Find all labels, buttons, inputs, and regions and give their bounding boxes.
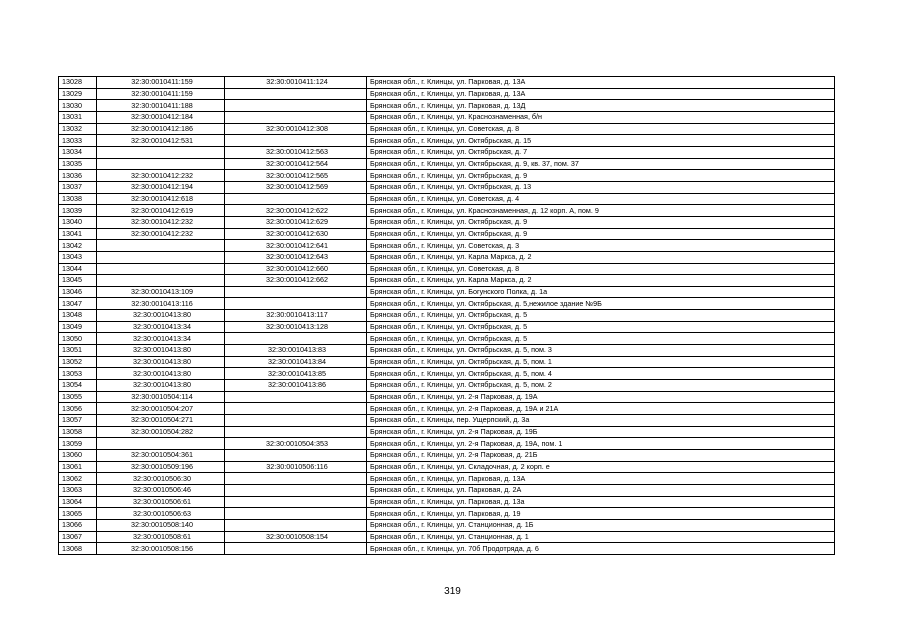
record-number-cell: 13059	[59, 438, 97, 450]
address-cell: Брянская обл., г. Клинцы, ул. Парковая, д. 13А	[367, 77, 835, 89]
cadastral-number-cell: 32:30:0010413:116	[97, 298, 225, 310]
table-row	[59, 100, 835, 112]
cadastral-number-cell: 32:30:0010412:618	[97, 193, 225, 205]
address-cell: Брянская обл., г. Клинцы, ул. Парковая, д. 13А	[367, 473, 835, 485]
related-cadastral-number-cell	[225, 100, 367, 112]
address-cell: Брянская обл., г. Клинцы, ул. Советская, д. 4	[367, 193, 835, 205]
record-number-cell: 13048	[59, 310, 97, 322]
related-cadastral-number-cell	[225, 519, 367, 531]
address-cell: Брянская обл., г. Клинцы, ул. Парковая, д. 2А	[367, 484, 835, 496]
cadastral-number-cell: 32:30:0010412:232	[97, 170, 225, 182]
related-cadastral-number-cell	[225, 508, 367, 520]
record-number-cell: 13054	[59, 380, 97, 392]
record-number-cell: 13053	[59, 368, 97, 380]
record-number-cell: 13036	[59, 170, 97, 182]
related-cadastral-number-cell: 32:30:0010413:85	[225, 368, 367, 380]
table-row	[59, 275, 835, 287]
address-cell: Брянская обл., г. Клинцы, ул. Парковая, д. 19	[367, 508, 835, 520]
record-number-cell: 13033	[59, 135, 97, 147]
cadastral-number-cell: 32:30:0010411:159	[97, 77, 225, 89]
related-cadastral-number-cell	[225, 333, 367, 345]
cadastral-number-cell: 32:30:0010411:188	[97, 100, 225, 112]
related-cadastral-number-cell: 32:30:0010413:84	[225, 356, 367, 368]
table-row	[59, 240, 835, 252]
cadastral-number-cell: 32:30:0010413:80	[97, 310, 225, 322]
table-row	[59, 193, 835, 205]
table-row	[59, 216, 835, 228]
record-number-cell: 13049	[59, 321, 97, 333]
cadastral-number-cell: 32:30:0010412:531	[97, 135, 225, 147]
related-cadastral-number-cell	[225, 473, 367, 485]
table-row	[59, 77, 835, 89]
table-row	[59, 450, 835, 462]
table-row	[59, 391, 835, 403]
cadastral-number-cell: 32:30:0010413:34	[97, 321, 225, 333]
cadastral-number-cell: 32:30:0010506:30	[97, 473, 225, 485]
cadastral-number-cell: 32:30:0010413:80	[97, 380, 225, 392]
record-number-cell: 13031	[59, 111, 97, 123]
record-number-cell: 13040	[59, 216, 97, 228]
record-number-cell: 13060	[59, 450, 97, 462]
cadastral-number-cell: 32:30:0010412:619	[97, 205, 225, 217]
address-cell: Брянская обл., г. Клинцы, ул. 2-я Парковая, д. 19А	[367, 391, 835, 403]
related-cadastral-number-cell	[225, 415, 367, 427]
address-cell: Брянская обл., г. Клинцы, ул. Октябрьская, д. 5, пом. 3	[367, 345, 835, 357]
related-cadastral-number-cell: 32:30:0010412:662	[225, 275, 367, 287]
page-number: 319	[444, 586, 461, 597]
table-row	[59, 508, 835, 520]
table-row	[59, 263, 835, 275]
table-row	[59, 519, 835, 531]
address-cell: Брянская обл., г. Клинцы, ул. Октябрьская, д. 5, пом. 2	[367, 380, 835, 392]
related-cadastral-number-cell: 32:30:0010508:154	[225, 531, 367, 543]
cadastral-number-cell: 32:30:0010413:109	[97, 286, 225, 298]
address-cell: Брянская обл., г. Клинцы, ул. 70б Продотряда, д. 6	[367, 543, 835, 555]
cadastral-number-cell: 32:30:0010412:232	[97, 216, 225, 228]
related-cadastral-number-cell: 32:30:0010412:629	[225, 216, 367, 228]
cadastral-number-cell: 32:30:0010508:140	[97, 519, 225, 531]
record-number-cell: 13044	[59, 263, 97, 275]
related-cadastral-number-cell: 32:30:0010412:564	[225, 158, 367, 170]
record-number-cell: 13057	[59, 415, 97, 427]
related-cadastral-number-cell: 32:30:0010412:630	[225, 228, 367, 240]
table-row	[59, 146, 835, 158]
address-cell: Брянская обл., г. Клинцы, ул. Станционная, д. 1Б	[367, 519, 835, 531]
related-cadastral-number-cell: 32:30:0010413:128	[225, 321, 367, 333]
record-number-cell: 13058	[59, 426, 97, 438]
related-cadastral-number-cell	[225, 496, 367, 508]
cadastral-number-cell: 32:30:0010506:61	[97, 496, 225, 508]
record-number-cell: 13064	[59, 496, 97, 508]
table-row	[59, 286, 835, 298]
related-cadastral-number-cell: 32:30:0010413:86	[225, 380, 367, 392]
record-number-cell: 13041	[59, 228, 97, 240]
address-cell: Брянская обл., г. Клинцы, ул. Октябрьская, д. 5	[367, 321, 835, 333]
address-cell: Брянская обл., г. Клинцы, ул. Октябрьская, д. 5, пом. 4	[367, 368, 835, 380]
related-cadastral-number-cell: 32:30:0010412:563	[225, 146, 367, 158]
address-cell: Брянская обл., г. Клинцы, ул. Станционная, д. 1	[367, 531, 835, 543]
cadastral-number-cell: 32:30:0010508:61	[97, 531, 225, 543]
related-cadastral-number-cell	[225, 193, 367, 205]
table-row	[59, 111, 835, 123]
record-number-cell: 13034	[59, 146, 97, 158]
related-cadastral-number-cell: 32:30:0010412:569	[225, 181, 367, 193]
cadastral-number-cell	[97, 158, 225, 170]
related-cadastral-number-cell: 32:30:0010412:643	[225, 251, 367, 263]
record-number-cell: 13032	[59, 123, 97, 135]
cadastral-number-cell: 32:30:0010504:282	[97, 426, 225, 438]
record-number-cell: 13068	[59, 543, 97, 555]
address-cell: Брянская обл., г. Клинцы, ул. Октябрьская, д. 5	[367, 333, 835, 345]
related-cadastral-number-cell	[225, 135, 367, 147]
cadastral-number-cell: 32:30:0010413:80	[97, 356, 225, 368]
address-cell: Брянская обл., г. Клинцы, ул. Октябрьская, д. 9	[367, 170, 835, 182]
cadastral-number-cell: 32:30:0010509:196	[97, 461, 225, 473]
record-number-cell: 13050	[59, 333, 97, 345]
record-number-cell: 13035	[59, 158, 97, 170]
table-row	[59, 415, 835, 427]
related-cadastral-number-cell: 32:30:0010504:353	[225, 438, 367, 450]
table-row	[59, 403, 835, 415]
table-row	[59, 496, 835, 508]
related-cadastral-number-cell: 32:30:0010506:116	[225, 461, 367, 473]
address-cell: Брянская обл., г. Клинцы, ул. Краснознаменная, б/н	[367, 111, 835, 123]
property-registry-table	[58, 76, 835, 555]
cadastral-number-cell: 32:30:0010413:80	[97, 345, 225, 357]
cadastral-number-cell	[97, 275, 225, 287]
record-number-cell: 13046	[59, 286, 97, 298]
cadastral-number-cell: 32:30:0010504:361	[97, 450, 225, 462]
record-number-cell: 13055	[59, 391, 97, 403]
table-row	[59, 473, 835, 485]
record-number-cell: 13037	[59, 181, 97, 193]
related-cadastral-number-cell	[225, 484, 367, 496]
related-cadastral-number-cell	[225, 426, 367, 438]
record-number-cell: 13030	[59, 100, 97, 112]
address-cell: Брянская обл., г. Клинцы, ул. 2-я Парковая, д. 19А, пом. 1	[367, 438, 835, 450]
related-cadastral-number-cell: 32:30:0010412:308	[225, 123, 367, 135]
related-cadastral-number-cell	[225, 450, 367, 462]
address-cell: Брянская обл., г. Клинцы, ул. Октябрьская, д. 13	[367, 181, 835, 193]
related-cadastral-number-cell: 32:30:0010412:622	[225, 205, 367, 217]
table-row	[59, 251, 835, 263]
record-number-cell: 13065	[59, 508, 97, 520]
related-cadastral-number-cell	[225, 391, 367, 403]
record-number-cell: 13028	[59, 77, 97, 89]
address-cell: Брянская обл., г. Клинцы, ул. Октябрьская, д. 9	[367, 216, 835, 228]
address-cell: Брянская обл., г. Клинцы, ул. Богунского Полка, д. 1а	[367, 286, 835, 298]
table-row	[59, 181, 835, 193]
address-cell: Брянская обл., г. Клинцы, ул. Складочная, д. 2 корп. е	[367, 461, 835, 473]
record-number-cell: 13056	[59, 403, 97, 415]
related-cadastral-number-cell: 32:30:0010412:660	[225, 263, 367, 275]
record-number-cell: 13047	[59, 298, 97, 310]
cadastral-number-cell	[97, 438, 225, 450]
address-cell: Брянская обл., г. Клинцы, ул. Карла Маркса, д. 2	[367, 251, 835, 263]
address-cell: Брянская обл., г. Клинцы, ул. 2-я Парковая, д. 19А и 21А	[367, 403, 835, 415]
record-number-cell: 13029	[59, 88, 97, 100]
table-row	[59, 123, 835, 135]
table-row	[59, 321, 835, 333]
address-cell: Брянская обл., г. Клинцы, ул. Октябрьская, д. 5	[367, 310, 835, 322]
record-number-cell: 13039	[59, 205, 97, 217]
cadastral-number-cell: 32:30:0010412:194	[97, 181, 225, 193]
related-cadastral-number-cell	[225, 286, 367, 298]
registry-table-body	[59, 77, 835, 555]
address-cell: Брянская обл., г. Клинцы, ул. Октябрьская, д. 9, кв. 37, пом. 37	[367, 158, 835, 170]
address-cell: Брянская обл., г. Клинцы, ул. Октябрьская, д. 7	[367, 146, 835, 158]
related-cadastral-number-cell	[225, 543, 367, 555]
related-cadastral-number-cell	[225, 298, 367, 310]
address-cell: Брянская обл., г. Клинцы, ул. Карла Маркса, д. 2	[367, 275, 835, 287]
record-number-cell: 13063	[59, 484, 97, 496]
related-cadastral-number-cell: 32:30:0010412:641	[225, 240, 367, 252]
table-row	[59, 356, 835, 368]
cadastral-number-cell	[97, 251, 225, 263]
related-cadastral-number-cell	[225, 403, 367, 415]
cadastral-number-cell: 32:30:0010412:232	[97, 228, 225, 240]
address-cell: Брянская обл., г. Клинцы, ул. Октябрьская, д. 5, пом. 1	[367, 356, 835, 368]
cadastral-number-cell: 32:30:0010506:63	[97, 508, 225, 520]
cadastral-number-cell	[97, 240, 225, 252]
cadastral-number-cell	[97, 263, 225, 275]
record-number-cell: 13042	[59, 240, 97, 252]
table-row	[59, 484, 835, 496]
table-row	[59, 438, 835, 450]
related-cadastral-number-cell	[225, 111, 367, 123]
cadastral-number-cell: 32:30:0010413:80	[97, 368, 225, 380]
record-number-cell: 13052	[59, 356, 97, 368]
cadastral-number-cell	[97, 146, 225, 158]
table-row	[59, 310, 835, 322]
table-row	[59, 135, 835, 147]
table-row	[59, 345, 835, 357]
related-cadastral-number-cell: 32:30:0010413:83	[225, 345, 367, 357]
table-row	[59, 158, 835, 170]
related-cadastral-number-cell: 32:30:0010411:124	[225, 77, 367, 89]
address-cell: Брянская обл., г. Клинцы, ул. Парковая, д. 13А	[367, 88, 835, 100]
address-cell: Брянская обл., г. Клинцы, пер. Ущерпский, д. 3а	[367, 415, 835, 427]
cadastral-number-cell: 32:30:0010411:159	[97, 88, 225, 100]
record-number-cell: 13062	[59, 473, 97, 485]
cadastral-number-cell: 32:30:0010504:271	[97, 415, 225, 427]
record-number-cell: 13043	[59, 251, 97, 263]
related-cadastral-number-cell	[225, 88, 367, 100]
address-cell: Брянская обл., г. Клинцы, ул. Октябрьская, д. 5,нежилое здание №9Б	[367, 298, 835, 310]
cadastral-number-cell: 32:30:0010504:207	[97, 403, 225, 415]
table-row	[59, 170, 835, 182]
record-number-cell: 13067	[59, 531, 97, 543]
table-row	[59, 205, 835, 217]
cadastral-number-cell: 32:30:0010413:34	[97, 333, 225, 345]
address-cell: Брянская обл., г. Клинцы, ул. Советская, д. 8	[367, 263, 835, 275]
record-number-cell: 13061	[59, 461, 97, 473]
cadastral-number-cell: 32:30:0010412:184	[97, 111, 225, 123]
address-cell: Брянская обл., г. Клинцы, ул. Советская, д. 8	[367, 123, 835, 135]
table-row	[59, 380, 835, 392]
table-row	[59, 88, 835, 100]
address-cell: Брянская обл., г. Клинцы, ул. Парковая, д. 13а	[367, 496, 835, 508]
address-cell: Брянская обл., г. Клинцы, ул. Краснознаменная, д. 12 корп. А, пом. 9	[367, 205, 835, 217]
cadastral-number-cell: 32:30:0010412:186	[97, 123, 225, 135]
record-number-cell: 13051	[59, 345, 97, 357]
record-number-cell: 13066	[59, 519, 97, 531]
address-cell: Брянская обл., г. Клинцы, ул. 2-я Парковая, д. 21Б	[367, 450, 835, 462]
table-row	[59, 461, 835, 473]
table-row	[59, 228, 835, 240]
table-row	[59, 368, 835, 380]
related-cadastral-number-cell: 32:30:0010413:117	[225, 310, 367, 322]
table-row	[59, 298, 835, 310]
address-cell: Брянская обл., г. Клинцы, ул. Октябрьская, д. 9	[367, 228, 835, 240]
table-row	[59, 531, 835, 543]
address-cell: Брянская обл., г. Клинцы, ул. Парковая, д. 13Д	[367, 100, 835, 112]
related-cadastral-number-cell: 32:30:0010412:565	[225, 170, 367, 182]
address-cell: Брянская обл., г. Клинцы, ул. Октябрьская, д. 15	[367, 135, 835, 147]
table-row	[59, 426, 835, 438]
address-cell: Брянская обл., г. Клинцы, ул. Советская, д. 3	[367, 240, 835, 252]
address-cell: Брянская обл., г. Клинцы, ул. 2-я Парковая, д. 19Б	[367, 426, 835, 438]
record-number-cell: 13045	[59, 275, 97, 287]
record-number-cell: 13038	[59, 193, 97, 205]
cadastral-number-cell: 32:30:0010506:46	[97, 484, 225, 496]
cadastral-number-cell: 32:30:0010504:114	[97, 391, 225, 403]
cadastral-number-cell: 32:30:0010508:156	[97, 543, 225, 555]
table-row	[59, 543, 835, 555]
table-row	[59, 333, 835, 345]
